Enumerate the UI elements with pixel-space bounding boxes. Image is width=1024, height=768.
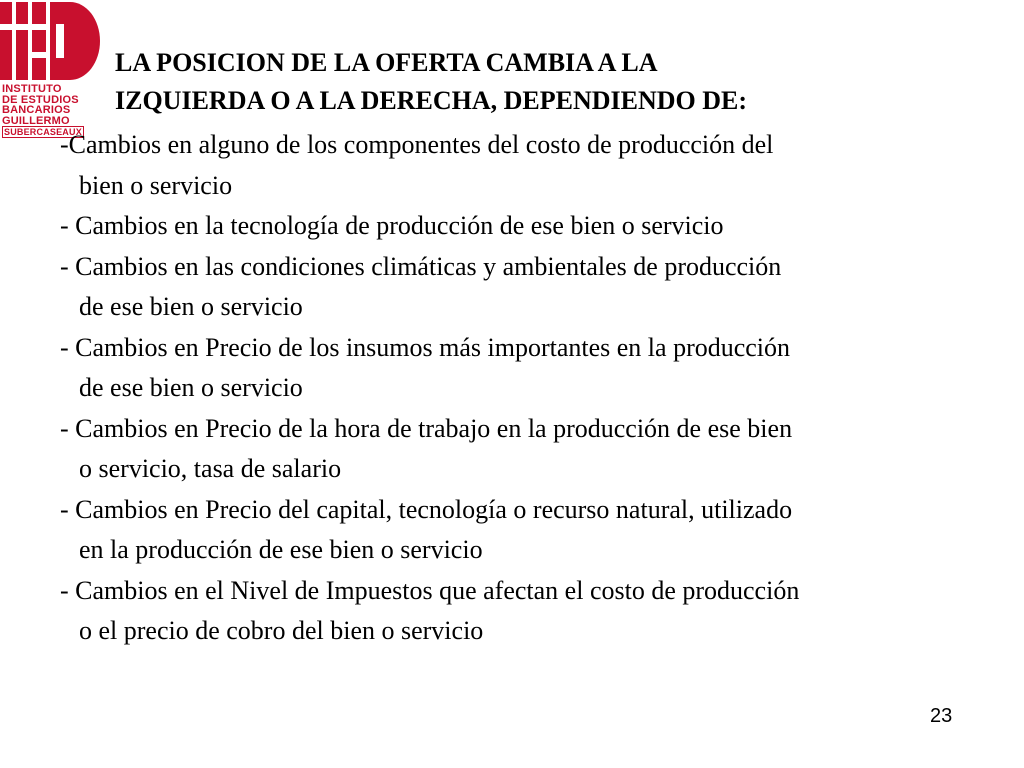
page-number: 23 [930,705,953,727]
title-line-1: LA POSICION DE LA OFERTA CAMBIA A LA [115,48,658,77]
logo-line: DE ESTUDIOS [2,93,79,106]
bullet-line: - Cambios en la tecnología de producción de ese bien o servicio [60,211,724,240]
logo-line: BANCARIOS [2,104,71,116]
title-line-2: IZQUIERDA O A LA DERECHA, DEPENDIENDO DE: [115,86,748,115]
bullet-line: -Cambios en alguno de los componentes del costo de producción del [60,130,774,159]
slide-body [60,125,1024,652]
bullet-continuation: o servicio, tasa de salario [79,454,342,483]
logo-line: GUILLERMO [2,114,70,127]
bullet-continuation: de ese bien o servicio [79,373,303,402]
logo-line: SUBERCASEAUX [4,127,82,137]
bullet-continuation: de ese bien o servicio [79,292,303,321]
bullet-continuation: en la producción de ese bien o servicio [79,535,483,564]
bullet-line: - Cambios en Precio del capital, tecnología o recurso natural, utilizado [60,494,793,524]
logo-emblem-icon [0,0,100,84]
bullet-line: - Cambios en Precio de la hora de trabajo en la producción de ese bien [60,413,793,443]
bullet-line: - Cambios en Precio de los insumos más importantes en la producción [60,332,791,362]
bullet-continuation: bien o servicio [79,170,233,200]
slide-title [115,44,995,120]
bullet-line: - Cambios en las condiciones climáticas y ambientales de producción [60,251,782,281]
bullet-continuation: o el precio de cobro del bien o servicio [79,616,484,645]
logo-line: INSTITUTO [2,83,62,95]
bullet-line: - Cambios en el Nivel de Impuestos que afectan el costo de producción [60,575,800,605]
